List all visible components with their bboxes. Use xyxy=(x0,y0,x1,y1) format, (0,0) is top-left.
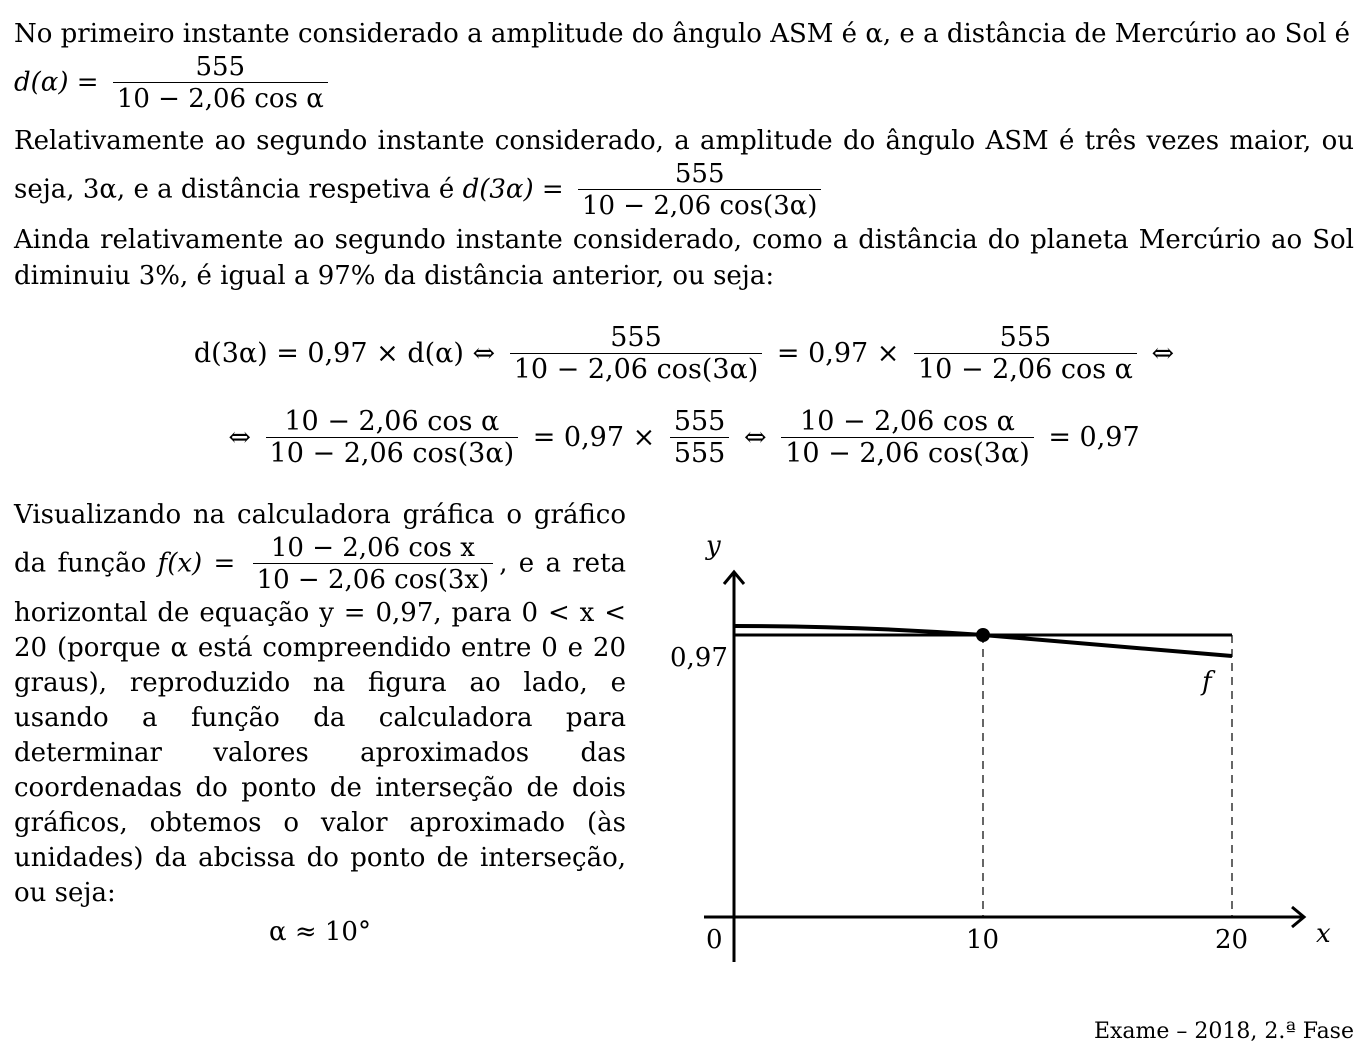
fraction-denominator: 10 − 2,06 cos α xyxy=(113,82,328,115)
fraction-denominator: 10 − 2,06 cos(3x) xyxy=(253,563,494,596)
fraction-numerator: 10 − 2,06 cos α xyxy=(284,406,500,437)
formula-d-alpha-lhs: d(α) = xyxy=(14,67,99,98)
x-tick-label-20: 20 xyxy=(1215,925,1249,955)
equation-line-2 xyxy=(14,396,1354,480)
fraction-denominator: 10 − 2,06 cos(3α) xyxy=(510,353,763,386)
fraction-numerator: 555 xyxy=(195,52,246,82)
equation-2-fraction-1 xyxy=(266,407,519,470)
x-tick-label-10: 10 xyxy=(966,925,1000,955)
equation-line-1 xyxy=(14,312,1354,396)
fraction-denominator: 10 − 2,06 cos(3α) xyxy=(578,189,822,222)
fraction-denominator: 10 − 2,06 cos(3α) xyxy=(266,437,519,470)
explanation-text xyxy=(14,498,626,911)
function-f-fraction xyxy=(253,533,494,596)
equation-1-fraction-2 xyxy=(914,323,1137,386)
equation-1-fraction-1 xyxy=(510,323,763,386)
equation-2-end: = 0,97 xyxy=(1048,422,1140,453)
fraction-denominator: 10 − 2,06 cos(3α) xyxy=(781,437,1034,470)
equation-2-mid2: ⇔ xyxy=(743,422,767,453)
fraction-d-3alpha xyxy=(578,159,822,222)
x-axis-label: x xyxy=(1316,919,1331,949)
paragraph-2 xyxy=(14,123,1354,222)
fraction-numerator: 555 xyxy=(610,322,662,353)
explanation-part-1: Visualizando na calculadora gráfica o gráfico da função xyxy=(14,500,626,579)
equation-2-mid: = 0,97 × xyxy=(532,422,656,453)
footer-source: Exame – 2018, 2.ª Fase xyxy=(1093,1019,1354,1044)
y-tick-label: 0,97 xyxy=(670,643,728,673)
fraction-numerator: 555 xyxy=(999,322,1052,353)
equation-1-lhs: d(3α) = 0,97 × d(α) ⇔ xyxy=(193,338,496,369)
function-f-lhs: f(x) = xyxy=(157,548,236,579)
fraction-numerator: 10 − 2,06 cos α xyxy=(800,406,1015,437)
equation-2-fraction-3 xyxy=(781,407,1034,470)
paragraph-3: Ainda relativamente ao segundo instante considerado, como a distância do planeta Mercúrio ao Sol diminuiu 3%, é igual a 97% da distância anterior, ou seja: xyxy=(14,225,1354,291)
equation-1-end: ⇔ xyxy=(1151,338,1175,369)
equation-2-fraction-2 xyxy=(670,407,730,470)
paragraph-1 xyxy=(14,16,1354,115)
curve-label-f: f xyxy=(1202,667,1212,697)
fraction-numerator: 555 xyxy=(673,406,726,437)
intersection-point xyxy=(976,628,990,642)
fraction-d-alpha xyxy=(113,52,328,115)
y-axis-label: y xyxy=(706,531,721,561)
origin-label: 0 xyxy=(706,925,723,955)
explanation-part-2: , e a reta horizontal de equação y = 0,97, para 0 < x < 20 (porque α está compreendido entre 0 e 20 graus), reproduzido na figura ao lado, e usando a função da calculadora para determinar valores aproximados das coordenadas do ponto de interseção de dois gráficos, obtemos o valor aproximado (às unidades) da abcissa do ponto de interseção, ou seja: xyxy=(14,548,627,908)
equation-1-mid: = 0,97 × xyxy=(776,338,900,369)
result-alpha: α ≈ 10° xyxy=(269,917,371,947)
paragraph-2-text: Relativamente ao segundo instante considerado, a amplitude do ângulo ASM é três vezes maior, ou seja, 3α, e a distância respetiva é xyxy=(14,126,1354,205)
paragraph-1-text: No primeiro instante considerado a amplitude do ângulo ASM é α, e a distância de Mercúrio ao Sol é xyxy=(14,19,1351,49)
equation-2-start: ⇔ xyxy=(228,422,251,453)
function-graph xyxy=(660,520,1340,970)
fraction-denominator: 10 − 2,06 cos α xyxy=(914,353,1137,386)
fraction-denominator: 555 xyxy=(670,437,730,470)
explanation-column xyxy=(14,498,626,947)
formula-d-3alpha-lhs: d(3α) = xyxy=(462,174,564,205)
equation-block xyxy=(14,312,1354,480)
fraction-numerator: 555 xyxy=(674,159,725,189)
fraction-numerator: 10 − 2,06 cos x xyxy=(270,533,475,563)
